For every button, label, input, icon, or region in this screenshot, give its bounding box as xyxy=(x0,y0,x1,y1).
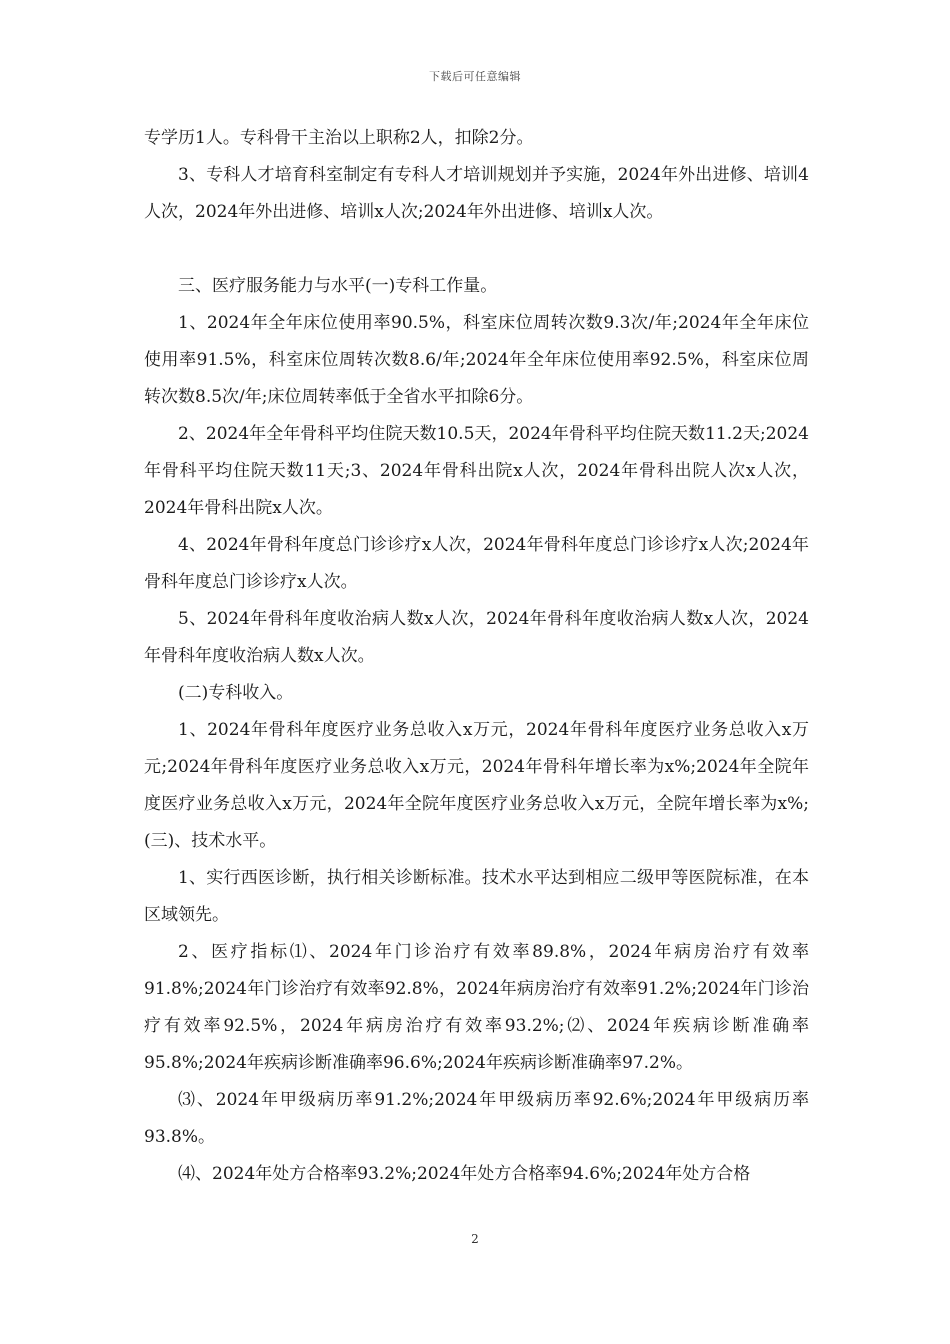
paragraph-continuation: 专学历1人。专科骨干主治以上职称2人，扣除2分。 xyxy=(144,128,534,148)
paragraph-outpatient: 4、2024年骨科年度总门诊诊疗x人次，2024年骨科年度总门诊诊疗x人次;2024年骨科年度总门诊诊疗x人次。 xyxy=(144,535,809,592)
paragraph-medical-records: ⑶、2024年甲级病历率91.2%;2024年甲级病历率92.6%;2024年甲级病历率93.8%。 xyxy=(144,1090,809,1147)
section-heading-medical-service: 三、医疗服务能力与水平(一)专科工作量。 xyxy=(178,276,498,296)
document-body xyxy=(144,120,809,1193)
page-header: 下载后可任意编辑 xyxy=(429,70,521,83)
paragraph-diagnosis-standard: 1、实行西医诊断，执行相关诊断标准。技术水平达到相应二级甲等医院标准，在本区域领先。 xyxy=(144,868,809,925)
paragraph-talent-training: 3、专科人才培育科室制定有专科人才培训规划并予实施，2024年外出进修、培训4人次，2024年外出进修、培训x人次;2024年外出进修、培训x人次。 xyxy=(144,165,809,222)
page-number: 2 xyxy=(471,1232,479,1246)
paragraph-admissions: 5、2024年骨科年度收治病人数x人次，2024年骨科年度收治病人数x人次，2024年骨科年度收治病人数x人次。 xyxy=(144,609,809,666)
paragraph-prescriptions: ⑷、2024年处方合格率93.2%;2024年处方合格率94.6%;2024年处方合格 xyxy=(178,1164,751,1184)
paragraph-bed-usage: 1、2024年全年床位使用率90.5%，科室床位周转次数9.3次/年;2024年全年床位使用率91.5%，科室床位周转次数8.6/年;2024年全年床位使用率92.5%，科室床位周转次数8.5次/年;床位周转率低于全省水平扣除6分。 xyxy=(144,313,809,407)
paragraph-medical-indicators: 2、医疗指标⑴、2024年门诊治疗有效率89.8%，2024年病房治疗有效率91.8%;2024年门诊治疗有效率92.8%，2024年病房治疗有效率91.2%;2024年门诊治疗有效率92.5%，2024年病房治疗有效率93.2%;⑵、2024年疾病诊断准确率95.8%;2024年疾病诊断准确率96.6%;2024年疾病诊断准确率97.2%。 xyxy=(144,942,809,1073)
paragraph-revenue: 1、2024年骨科年度医疗业务总收入x万元，2024年骨科年度医疗业务总收入x万元;2024年骨科年度医疗业务总收入x万元，2024年骨科年增长率为x%;2024年全院年度医疗业务总收入x万元，2024年全院年度医疗业务总收入x万元，全院年增长率为x%;(三)、技术水平。 xyxy=(144,720,809,851)
paragraph-hospital-stay: 2、2024年全年骨科平均住院天数10.5天，2024年骨科平均住院天数11.2天;2024年骨科平均住院天数11天;3、2024年骨科出院x人次，2024年骨科出院人次x人次，2024年骨科出院x人次。 xyxy=(144,424,809,518)
section-heading-income: (二)专科收入。 xyxy=(178,683,294,703)
